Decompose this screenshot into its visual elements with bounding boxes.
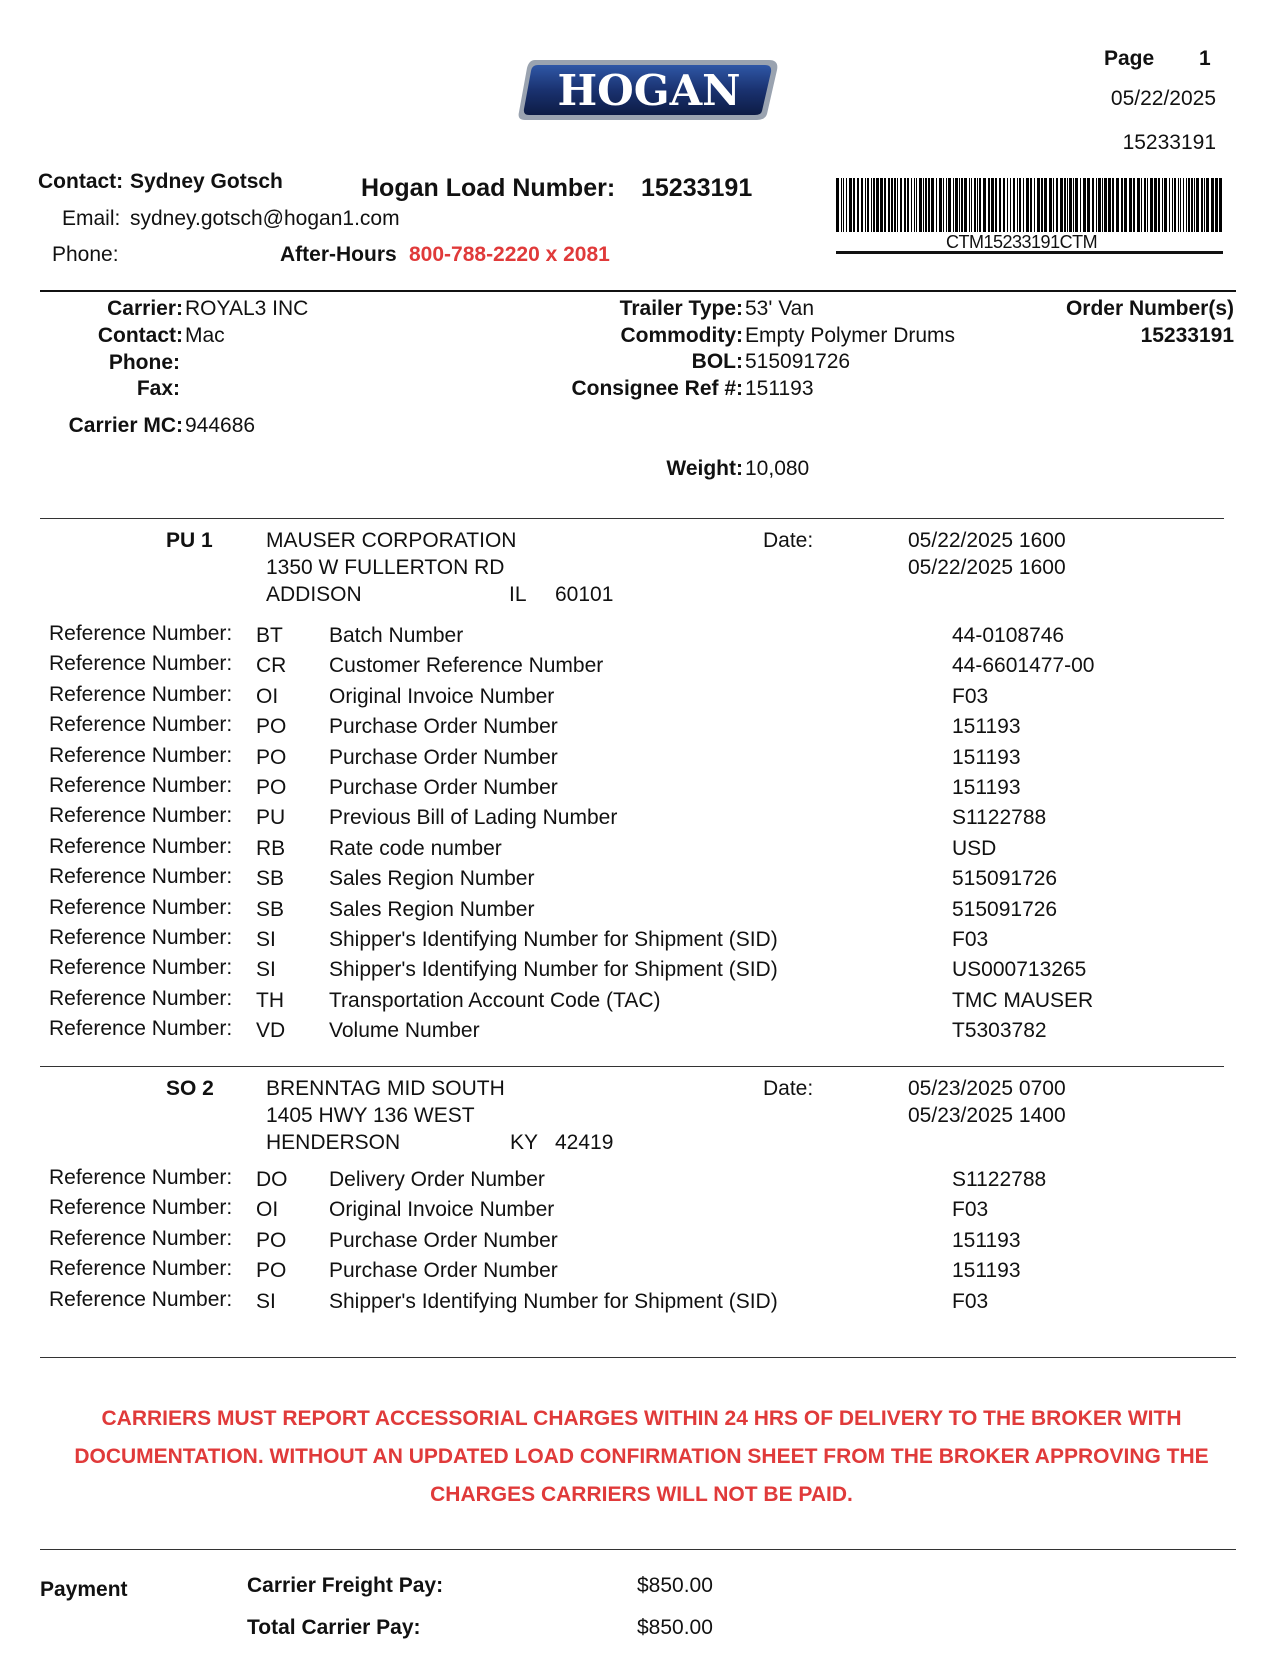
- barcode-bar: [843, 178, 844, 232]
- barcode-bar: [1023, 178, 1024, 232]
- barcode-bar: [880, 178, 883, 232]
- barcode-bar: [884, 178, 886, 232]
- stop2-zip: 42419: [555, 1131, 614, 1154]
- barcode-bar: [928, 178, 930, 232]
- carrier-phone-label: Phone:: [108, 351, 180, 374]
- reference-description: Rate code number: [329, 836, 502, 860]
- carrier-contact-value: Mac: [185, 324, 225, 347]
- stop2-state: KY: [510, 1131, 539, 1154]
- reference-label: Reference Number:: [49, 682, 233, 706]
- weight-value: 10,080: [745, 457, 810, 480]
- stop1-zip: 60101: [555, 583, 614, 606]
- reference-row: [0, 654, 1283, 684]
- load-number: 15233191: [641, 174, 753, 202]
- reference-label: Reference Number:: [49, 926, 233, 949]
- barcode-bar: [1060, 178, 1063, 232]
- stop1-date-to: 05/22/2025 1600: [908, 556, 1066, 579]
- barcode-bar: [1211, 178, 1214, 232]
- reference-label: Reference Number:: [49, 804, 233, 828]
- barcode-bar: [1169, 178, 1170, 232]
- reference-label: Reference Number:: [49, 865, 233, 889]
- payment-section-label: Payment: [40, 1578, 128, 1601]
- reference-label: Reference Number:: [49, 743, 233, 767]
- stop1-state: IL: [509, 583, 527, 606]
- reference-description: Shipper's Identifying Number for Shipment (SID): [329, 1289, 778, 1313]
- barcode-bar: [991, 178, 994, 232]
- stop2-address: 1405 HWY 136 WEST: [266, 1104, 475, 1127]
- stop1-date-label: Date:: [763, 529, 814, 552]
- commodity-label: Commodity:: [620, 324, 743, 347]
- order-numbers-label: Order Number(s): [1065, 297, 1234, 320]
- reference-row: [0, 958, 1283, 988]
- barcode-bar: [1144, 178, 1146, 232]
- reference-label: Reference Number:: [49, 713, 233, 737]
- barcode-bar: [836, 178, 839, 232]
- stop2-date-to: 05/23/2025 1400: [908, 1104, 1066, 1127]
- barcode-bar: [1141, 178, 1142, 232]
- reference-row: [0, 834, 1283, 867]
- reference-row: [0, 928, 1283, 958]
- reference-value: S1122788: [952, 806, 1047, 830]
- reference-description: Shipper's Identifying Number for Shipment (SID): [329, 958, 778, 982]
- barcode-bar: [974, 178, 976, 232]
- reference-code: PO: [256, 776, 287, 799]
- reference-code: PU: [256, 806, 286, 830]
- barcode-bar: [873, 178, 875, 232]
- commodity-value: Empty Polymer Drums: [745, 324, 956, 347]
- reference-value: S1122788: [952, 1168, 1047, 1191]
- reference-description: Customer Reference Number: [329, 654, 604, 678]
- barcode-bar: [1206, 178, 1209, 232]
- barcode-bar: [1164, 178, 1167, 232]
- barcode-bar: [846, 178, 847, 232]
- reference-description: Purchase Order Number: [329, 1259, 558, 1283]
- reference-row: [0, 682, 1283, 715]
- stop2-name: BRENNTAG MID SOUTH: [266, 1077, 505, 1100]
- reference-description: Previous Bill of Lading Number: [329, 806, 618, 830]
- barcode-bar: [1017, 178, 1018, 232]
- trailer-type-label: Trailer Type:: [619, 297, 743, 320]
- barcode-bar: [1124, 178, 1127, 232]
- reference-label: Reference Number:: [49, 1287, 233, 1311]
- reference-code: PO: [256, 745, 287, 769]
- carrier-value: ROYAL3 INC: [185, 297, 309, 320]
- barcode-bar: [876, 178, 879, 232]
- reference-description: Volume Number: [329, 1019, 480, 1043]
- barcode-bar: [1102, 178, 1103, 232]
- stop2-divider: [40, 1066, 1224, 1067]
- reference-row: [0, 895, 1283, 928]
- barcode-bar: [939, 178, 942, 232]
- barcode-bar: [1154, 178, 1157, 232]
- barcode-bar: [1108, 178, 1111, 232]
- stop2-date-from: 05/23/2025 0700: [908, 1077, 1066, 1100]
- reference-description: Purchase Order Number: [329, 715, 558, 739]
- barcode-bar: [979, 178, 981, 232]
- reference-value: F03: [952, 928, 989, 951]
- barcode-bar: [1030, 178, 1032, 232]
- reference-value: TMC MAUSER: [952, 988, 1094, 1012]
- page-label: Page: [1104, 47, 1155, 70]
- reference-value: 151193: [952, 1228, 1021, 1252]
- barcode-bar: [925, 178, 927, 232]
- reference-row: [0, 986, 1283, 1019]
- header-divider: [40, 290, 1236, 292]
- barcode-bar: [1098, 178, 1101, 232]
- barcode-bar: [1069, 178, 1072, 232]
- barcode-bar: [983, 178, 986, 232]
- barcode-bar: [1219, 178, 1222, 232]
- carrier-mc-label: Carrier MC:: [68, 414, 183, 437]
- reference-value: 151193: [952, 1259, 1021, 1283]
- reference-row: [0, 1287, 1283, 1320]
- carrier-mc-value: 944686: [185, 414, 256, 437]
- freight-pay-label: Carrier Freight Pay:: [247, 1574, 444, 1597]
- barcode-bar: [964, 178, 967, 232]
- barcode-bar: [1215, 178, 1218, 232]
- barcode-bar: [841, 178, 842, 232]
- barcode-bar: [1092, 178, 1094, 232]
- reference-code: SI: [256, 1289, 276, 1313]
- reference-row: [0, 776, 1283, 806]
- reference-value: 515091726: [952, 897, 1058, 921]
- stop1-label: PU 1: [166, 529, 213, 552]
- barcode-bar: [1133, 178, 1135, 232]
- stop2-label: SO 2: [166, 1077, 214, 1100]
- reference-row: [0, 1198, 1283, 1228]
- barcode-bar: [1188, 178, 1190, 232]
- barcode-bar: [1172, 178, 1173, 232]
- reference-row: [0, 1019, 1283, 1049]
- reference-label: Reference Number:: [49, 956, 233, 980]
- barcode-bar: [1019, 178, 1021, 232]
- barcode-bar: [849, 178, 852, 232]
- bol-label: BOL:: [691, 350, 743, 373]
- barcode-bar: [971, 178, 972, 232]
- after-hours-label: After-Hours: [280, 243, 397, 266]
- barcode-bar: [1096, 178, 1097, 232]
- barcode-bar: [961, 178, 963, 232]
- reference-label: Reference Number:: [49, 774, 233, 797]
- barcode-bar: [919, 178, 922, 232]
- reference-code: OI: [256, 684, 279, 708]
- stop1-address: 1350 W FULLERTON RD: [266, 556, 505, 579]
- bol-value: 515091726: [745, 350, 851, 373]
- freight-pay-value: $850.00: [637, 1574, 713, 1597]
- barcode-bar: [891, 178, 893, 232]
- order-number-value: 15233191: [1140, 324, 1234, 347]
- reference-label: Reference Number:: [49, 652, 233, 676]
- reference-label: Reference Number:: [49, 1226, 233, 1250]
- barcode-bar: [907, 178, 909, 232]
- reference-code: CR: [256, 654, 287, 678]
- barcode-bar: [955, 178, 958, 232]
- accessorial-notice: [40, 1400, 1243, 1514]
- barcode-bar: [1129, 178, 1132, 232]
- barcode-bar: [1150, 178, 1153, 232]
- barcode-bar: [1104, 178, 1107, 232]
- reference-row: [0, 806, 1283, 836]
- reference-value: T5303782: [952, 1019, 1047, 1043]
- barcode-bar: [948, 178, 951, 232]
- reference-description: Original Invoice Number: [329, 1198, 555, 1222]
- barcode-bar: [911, 178, 912, 232]
- reference-description: Purchase Order Number: [329, 776, 558, 799]
- total-pay-value: $850.00: [637, 1616, 713, 1639]
- barcode-bar: [1067, 178, 1068, 232]
- weight-label: Weight:: [666, 457, 743, 480]
- barcode-bar: [1049, 178, 1052, 232]
- barcode-bar: [1201, 178, 1203, 232]
- reference-value: F03: [952, 1198, 989, 1222]
- barcode-bar: [857, 178, 859, 232]
- stop2-date-label: Date:: [763, 1077, 814, 1100]
- barcode-bar: [931, 178, 934, 232]
- notice-line-1: CARRIERS MUST REPORT ACCESSORIAL CHARGES WITHIN 24 HRS OF DELIVERY TO THE BROKER WITH: [101, 1407, 1182, 1430]
- reference-description: Batch Number: [329, 624, 464, 647]
- barcode-bar: [1194, 178, 1195, 232]
- barcode-bar: [969, 178, 970, 232]
- barcode-bar: [1056, 178, 1058, 232]
- reference-label: Reference Number:: [49, 1257, 233, 1281]
- reference-description: Shipper's Identifying Number for Shipment (SID): [329, 928, 778, 951]
- reference-code: VD: [256, 1019, 286, 1043]
- reference-code: OI: [256, 1198, 279, 1222]
- barcode-bar: [1162, 178, 1163, 232]
- barcode-bar: [861, 178, 863, 232]
- barcode-bar: [1116, 178, 1119, 232]
- barcode-bar: [1112, 178, 1114, 232]
- carrier-label: Carrier:: [107, 297, 183, 320]
- carrier-contact-label: Contact:: [97, 324, 183, 347]
- barcode-bar: [1121, 178, 1123, 232]
- reference-code: SI: [256, 928, 276, 951]
- barcode-bar: [900, 178, 902, 232]
- barcode-bar: [904, 178, 906, 232]
- reference-code: SB: [256, 867, 285, 891]
- barcode-bar: [867, 178, 869, 232]
- barcode-bar: [1064, 178, 1066, 232]
- reference-description: Delivery Order Number: [329, 1168, 545, 1191]
- reference-code: BT: [256, 624, 283, 647]
- barcode-bar: [1186, 178, 1187, 232]
- barcode-bar: [897, 178, 898, 232]
- payment-divider: [40, 1549, 1236, 1550]
- stop2-city: HENDERSON: [266, 1131, 401, 1154]
- reference-description: Sales Region Number: [329, 897, 535, 921]
- barcode-bar: [1080, 178, 1081, 232]
- barcode-bar: [1013, 178, 1015, 232]
- barcode: [836, 178, 1222, 232]
- contact-name: Sydney Gotsch: [130, 170, 283, 193]
- reference-description: Transportation Account Code (TAC): [329, 988, 661, 1012]
- barcode-bar: [914, 178, 915, 232]
- barcode-bar: [1191, 178, 1193, 232]
- consignee-ref-value: 151193: [745, 377, 814, 400]
- reference-code: SB: [256, 897, 285, 921]
- reference-description: Original Invoice Number: [329, 684, 555, 708]
- barcode-bar: [1087, 178, 1090, 232]
- reference-value: 515091726: [952, 867, 1058, 891]
- reference-code: DO: [256, 1168, 288, 1191]
- contact-label: Contact:: [38, 170, 124, 193]
- header-date: 05/22/2025: [1110, 87, 1216, 110]
- reference-value: F03: [952, 684, 989, 708]
- phone-label: Phone:: [52, 243, 119, 266]
- notice-line-2: DOCUMENTATION. WITHOUT AN UPDATED LOAD CONFIRMATION SHEET FROM THE BROKER APPROVING THE: [74, 1445, 1209, 1468]
- barcode-bar: [1053, 178, 1054, 232]
- barcode-underline: [836, 251, 1223, 254]
- reference-label: Reference Number:: [49, 1196, 233, 1220]
- barcode-bar: [953, 178, 954, 232]
- barcode-bar: [1174, 178, 1176, 232]
- barcode-bar: [1196, 178, 1199, 232]
- notice-line-3: CHARGES CARRIERS WILL NOT BE PAID.: [430, 1483, 853, 1506]
- reference-description: Purchase Order Number: [329, 745, 558, 769]
- carrier-fax-label: Fax:: [136, 377, 180, 400]
- reference-label: Reference Number:: [49, 622, 233, 645]
- barcode-bar: [1044, 178, 1047, 232]
- reference-code: TH: [256, 988, 284, 1012]
- reference-code: PO: [256, 715, 287, 739]
- barcode-bar: [1041, 178, 1043, 232]
- email-value[interactable]: sydney.gotsch@hogan1.com: [130, 207, 400, 230]
- reference-row: [0, 1226, 1283, 1259]
- barcode-bar: [936, 178, 937, 232]
- barcode-bar: [1183, 178, 1184, 232]
- barcode-bar: [1180, 178, 1181, 232]
- barcode-bar: [1158, 178, 1160, 232]
- reference-label: Reference Number:: [49, 895, 233, 919]
- reference-row: [0, 1168, 1283, 1198]
- reference-row: [0, 624, 1283, 654]
- hogan-logo: [517, 56, 781, 124]
- notice-top-divider: [40, 1357, 1236, 1358]
- reference-value: 151193: [952, 715, 1021, 739]
- total-pay-label: Total Carrier Pay:: [247, 1616, 421, 1639]
- reference-value: 44-0108746: [952, 624, 1065, 647]
- reference-label: Reference Number:: [49, 1017, 233, 1041]
- barcode-bar: [916, 178, 917, 232]
- after-hours-phone[interactable]: 800-788-2220 x 2081: [409, 243, 610, 266]
- stop1-divider: [40, 518, 1224, 519]
- reference-value: USD: [952, 836, 997, 860]
- stop1-city: ADDISON: [266, 583, 362, 606]
- barcode-bar: [1075, 178, 1078, 232]
- reference-value: US000713265: [952, 958, 1087, 982]
- reference-value: 44-6601477-00: [952, 654, 1095, 678]
- barcode-bar: [995, 178, 997, 232]
- reference-row: [0, 743, 1283, 776]
- barcode-bar: [1178, 178, 1179, 232]
- reference-row: [0, 867, 1283, 897]
- reference-description: Sales Region Number: [329, 867, 535, 891]
- barcode-bar: [853, 178, 855, 232]
- logo-text: HOGAN: [557, 66, 741, 115]
- barcode-bar: [1083, 178, 1086, 232]
- email-label: Email:: [62, 207, 121, 230]
- barcode-text: CTM15233191CTM: [946, 232, 1098, 252]
- barcode-bar: [977, 178, 978, 232]
- barcode-bar: [1137, 178, 1140, 232]
- barcode-bar: [923, 178, 924, 232]
- barcode-bar: [1073, 178, 1074, 232]
- barcode-bar: [1034, 178, 1035, 232]
- reference-row: [0, 1259, 1283, 1289]
- barcode-bar: [999, 178, 1001, 232]
- stop1-name: MAUSER CORPORATION: [266, 529, 517, 552]
- reference-row: [0, 715, 1283, 745]
- barcode-bar: [988, 178, 990, 232]
- barcode-bar: [888, 178, 890, 232]
- barcode-bar: [946, 178, 947, 232]
- reference-description: Purchase Order Number: [329, 1228, 558, 1252]
- barcode-bar: [871, 178, 872, 232]
- stop1-date-from: 05/22/2025 1600: [908, 529, 1066, 552]
- reference-value: 151193: [952, 776, 1021, 799]
- reference-code: RB: [256, 836, 286, 860]
- page-number: 1: [1199, 47, 1211, 70]
- barcode-bar: [894, 178, 896, 232]
- barcode-bar: [1010, 178, 1011, 232]
- barcode-bar: [943, 178, 944, 232]
- trailer-type-value: 53' Van: [745, 297, 815, 320]
- reference-label: Reference Number:: [49, 1166, 233, 1189]
- barcode-bar: [1007, 178, 1008, 232]
- barcode-bar: [1037, 178, 1040, 232]
- barcode-bar: [1204, 178, 1205, 232]
- header-doc-number: 15233191: [1122, 131, 1216, 154]
- barcode-bar: [959, 178, 960, 232]
- reference-code: SI: [256, 958, 276, 982]
- reference-label: Reference Number:: [49, 986, 233, 1010]
- reference-code: PO: [256, 1259, 287, 1283]
- barcode-bar: [1147, 178, 1148, 232]
- reference-label: Reference Number:: [49, 834, 233, 858]
- barcode-bar: [865, 178, 866, 232]
- barcode-bar: [1026, 178, 1029, 232]
- reference-code: PO: [256, 1228, 287, 1252]
- barcode-bar: [1003, 178, 1005, 232]
- load-number-label: Hogan Load Number:: [361, 174, 616, 202]
- reference-value: F03: [952, 1289, 989, 1313]
- reference-value: 151193: [952, 745, 1021, 769]
- consignee-ref-label: Consignee Ref #:: [571, 377, 743, 400]
